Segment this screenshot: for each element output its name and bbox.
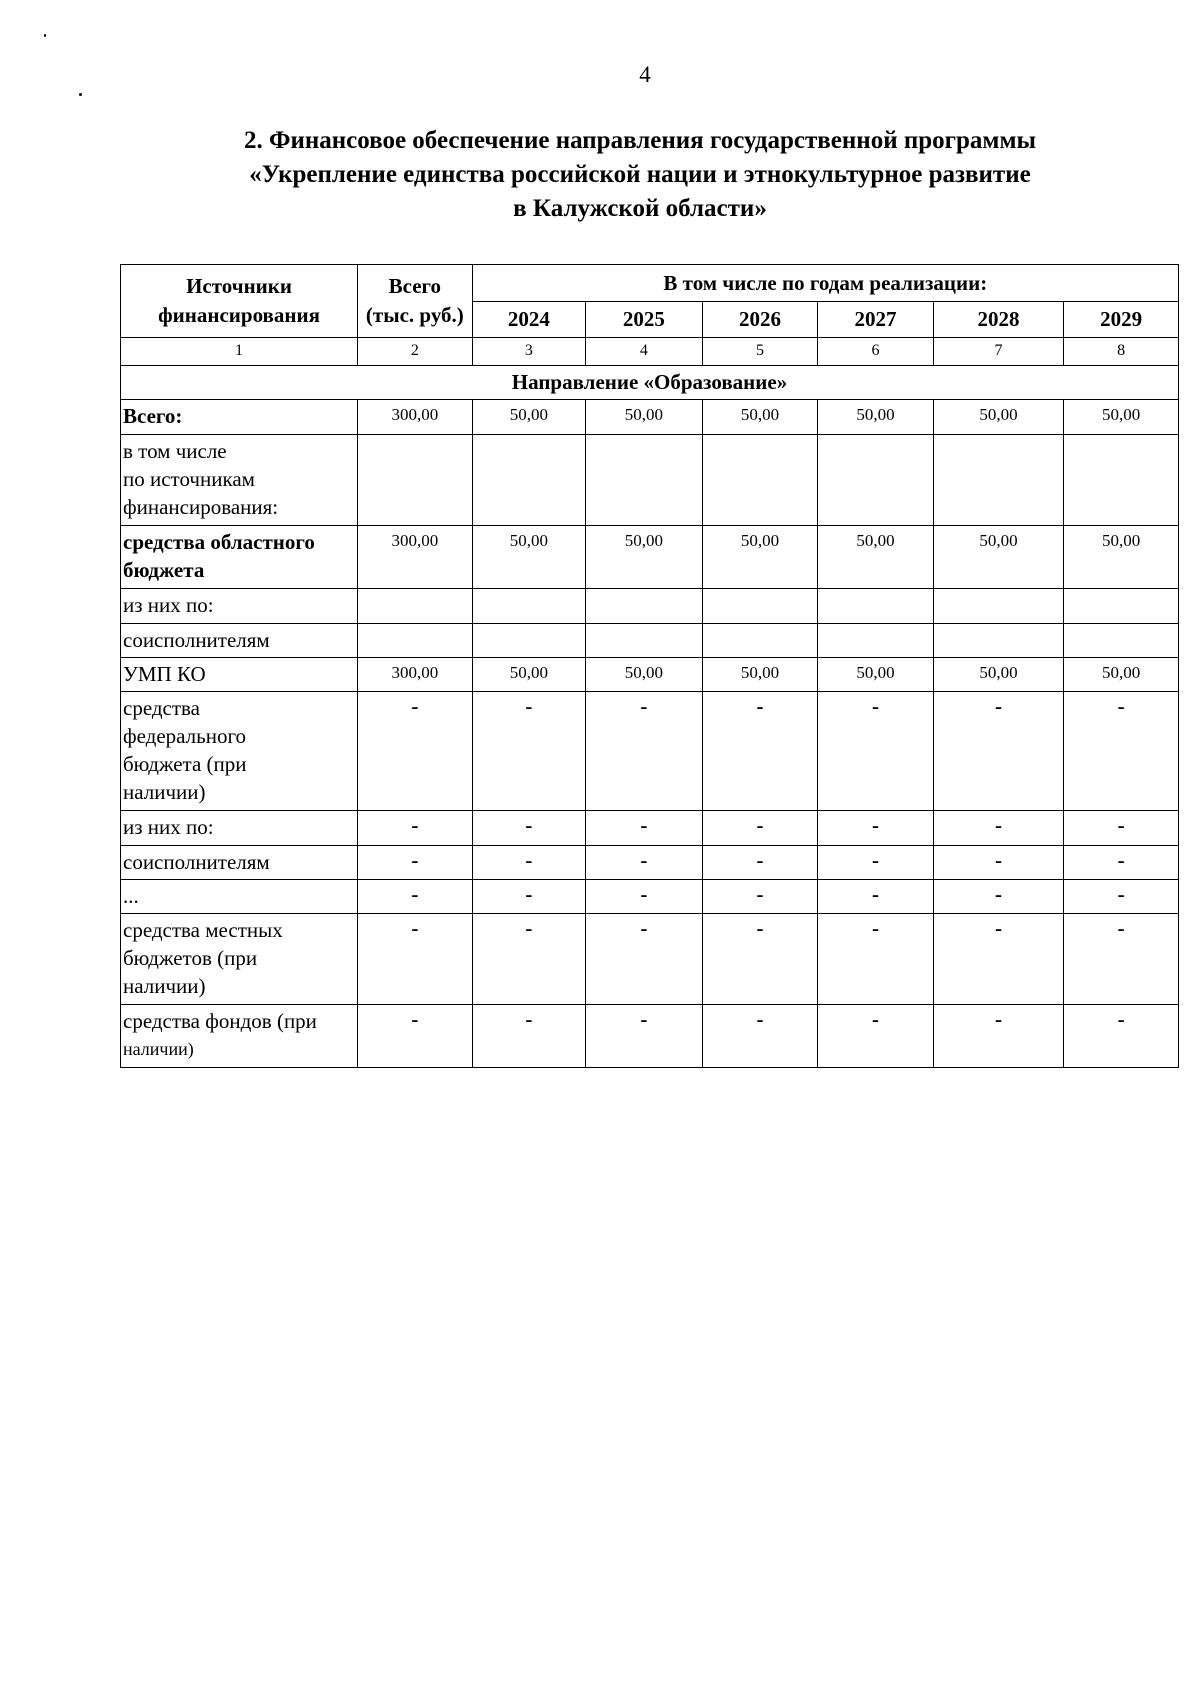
value-cell	[1064, 435, 1179, 526]
value-cell: -	[586, 811, 703, 846]
row-label-line: средства местных	[123, 918, 283, 942]
value-cell: -	[358, 846, 473, 880]
value-cell: -	[933, 692, 1064, 811]
value-cell	[818, 589, 934, 624]
value-cell: -	[702, 846, 818, 880]
row-label-line: бюджета	[123, 558, 205, 582]
value-cell: -	[586, 914, 703, 1005]
value-cell: -	[933, 1005, 1064, 1068]
value-cell	[818, 624, 934, 658]
row-label	[121, 589, 358, 624]
row-label	[121, 880, 358, 914]
value-cell	[702, 435, 818, 526]
row-label	[121, 526, 358, 589]
value-cell: 50,00	[472, 526, 586, 589]
value-cell	[1064, 624, 1179, 658]
row-label	[121, 692, 358, 811]
row-label-line: средства	[123, 696, 201, 720]
value-cell	[358, 435, 473, 526]
value-cell: 50,00	[472, 400, 586, 435]
row-label	[121, 846, 358, 880]
value-cell: -	[818, 811, 934, 846]
value-cell: -	[358, 1005, 473, 1068]
value-cell: -	[702, 880, 818, 914]
value-cell: -	[472, 880, 586, 914]
header-year: 2026	[702, 302, 818, 338]
table-row	[121, 658, 1179, 692]
row-label-line: федерального	[123, 724, 247, 748]
table-row	[121, 1005, 1179, 1068]
row-label-line: бюджета (при	[123, 752, 247, 776]
title-line: в Калужской области»	[513, 195, 767, 222]
page-number: 4	[639, 62, 651, 87]
scan-speck	[79, 93, 82, 96]
row-label-line: соисполнителям	[123, 850, 270, 874]
value-cell: -	[1064, 846, 1179, 880]
column-number: 1	[121, 338, 358, 366]
row-label-line: из них по:	[123, 593, 214, 617]
value-cell: -	[586, 846, 703, 880]
value-cell: 50,00	[933, 658, 1064, 692]
column-number: 6	[818, 338, 934, 366]
row-label-line: средства областного	[123, 530, 315, 554]
value-cell	[933, 624, 1064, 658]
value-cell: 50,00	[702, 526, 818, 589]
value-cell: 50,00	[702, 658, 818, 692]
value-cell: 300,00	[358, 526, 473, 589]
column-number: 4	[586, 338, 703, 366]
value-cell: -	[472, 1005, 586, 1068]
table-row	[121, 880, 1179, 914]
value-cell	[702, 624, 818, 658]
value-cell: 50,00	[1064, 526, 1179, 589]
value-cell: 50,00	[818, 526, 934, 589]
value-cell: -	[358, 914, 473, 1005]
value-cell: -	[472, 692, 586, 811]
header-year: 2024	[472, 302, 586, 338]
row-label-line: УМП КО	[123, 662, 206, 686]
header-total-line: (тыс. руб.)	[365, 303, 464, 327]
row-label-line: наличии)	[123, 1039, 194, 1059]
value-cell	[586, 435, 703, 526]
value-cell	[702, 589, 818, 624]
value-cell: 50,00	[1064, 658, 1179, 692]
table-row	[121, 526, 1179, 589]
row-label-line: средства фондов (при	[123, 1009, 317, 1033]
row-label	[121, 811, 358, 846]
row-label-line: бюджетов (при	[123, 946, 258, 970]
row-label-line: Всего:	[123, 404, 183, 428]
table-row	[121, 624, 1179, 658]
column-number: 7	[933, 338, 1064, 366]
header-sources	[121, 265, 358, 338]
row-label	[121, 624, 358, 658]
value-cell: -	[933, 811, 1064, 846]
value-cell: -	[702, 914, 818, 1005]
table-row	[121, 914, 1179, 1005]
table-row	[121, 692, 1179, 811]
value-cell: -	[1064, 880, 1179, 914]
scan-speck	[44, 34, 46, 37]
column-number: 5	[702, 338, 818, 366]
value-cell: -	[472, 811, 586, 846]
row-label-line: ...	[123, 884, 139, 908]
header-year: 2029	[1064, 302, 1179, 338]
value-cell: -	[1064, 914, 1179, 1005]
value-cell: -	[818, 1005, 934, 1068]
value-cell: 50,00	[1064, 400, 1179, 435]
row-label	[121, 658, 358, 692]
value-cell: -	[1064, 811, 1179, 846]
row-label-line: из них по:	[123, 815, 214, 839]
row-label-line: финансирования:	[123, 495, 279, 519]
value-cell: 50,00	[818, 658, 934, 692]
value-cell: -	[586, 692, 703, 811]
table-row	[121, 400, 1179, 435]
header-year: 2028	[933, 302, 1064, 338]
section-title	[110, 124, 1170, 226]
header-year: 2025	[586, 302, 703, 338]
header-year: 2027	[818, 302, 934, 338]
title-line: 2. Финансовое обеспечение направления государственной программы	[243, 127, 1037, 154]
value-cell: -	[1064, 692, 1179, 811]
value-cell	[472, 435, 586, 526]
header-sources-line: финансирования	[158, 303, 320, 327]
row-label-line: наличии)	[123, 974, 206, 998]
value-cell: -	[818, 692, 934, 811]
table-row	[121, 811, 1179, 846]
value-cell: 50,00	[586, 400, 703, 435]
header-total	[358, 265, 473, 338]
value-cell	[933, 435, 1064, 526]
row-label	[121, 435, 358, 526]
header-total-line: Всего	[388, 274, 442, 298]
value-cell: -	[818, 880, 934, 914]
value-cell: -	[933, 914, 1064, 1005]
row-label	[121, 914, 358, 1005]
value-cell: -	[586, 1005, 703, 1068]
value-cell	[358, 589, 473, 624]
column-number: 2	[358, 338, 473, 366]
header-by-years: В том числе по годам реализации:	[472, 265, 1178, 302]
row-label-line: наличии)	[123, 780, 206, 804]
value-cell: -	[702, 811, 818, 846]
value-cell: 50,00	[933, 400, 1064, 435]
value-cell: 50,00	[933, 526, 1064, 589]
value-cell: 50,00	[586, 526, 703, 589]
value-cell: -	[472, 846, 586, 880]
table-row	[121, 435, 1179, 526]
value-cell: -	[933, 846, 1064, 880]
value-cell: 300,00	[358, 658, 473, 692]
section-row-title: Направление «Образование»	[121, 366, 1179, 400]
value-cell: 50,00	[586, 658, 703, 692]
value-cell: -	[586, 880, 703, 914]
header-sources-line: Источники	[186, 274, 292, 298]
value-cell: 50,00	[818, 400, 934, 435]
table-row	[121, 846, 1179, 880]
value-cell: 50,00	[702, 400, 818, 435]
value-cell: -	[358, 880, 473, 914]
value-cell	[933, 589, 1064, 624]
value-cell: 300,00	[358, 400, 473, 435]
value-cell	[358, 624, 473, 658]
value-cell: -	[702, 692, 818, 811]
row-label-line: в том числе	[123, 439, 227, 463]
value-cell: -	[358, 811, 473, 846]
value-cell: -	[702, 1005, 818, 1068]
value-cell	[1064, 589, 1179, 624]
value-cell: -	[472, 914, 586, 1005]
row-label-line: по источникам	[123, 467, 255, 491]
table-row	[121, 589, 1179, 624]
value-cell	[586, 624, 703, 658]
row-label	[121, 400, 358, 435]
row-label	[121, 1005, 358, 1068]
row-label-line: соисполнителям	[123, 628, 270, 652]
value-cell: 50,00	[472, 658, 586, 692]
value-cell: -	[358, 692, 473, 811]
column-number: 3	[472, 338, 586, 366]
value-cell	[586, 589, 703, 624]
value-cell	[472, 624, 586, 658]
value-cell	[472, 589, 586, 624]
column-number: 8	[1064, 338, 1179, 366]
value-cell: -	[818, 846, 934, 880]
value-cell: -	[818, 914, 934, 1005]
value-cell: -	[933, 880, 1064, 914]
value-cell: -	[1064, 1005, 1179, 1068]
title-line: «Укрепление единства российской нации и этнокультурное развитие	[249, 161, 1031, 188]
value-cell	[818, 435, 934, 526]
financing-table	[120, 264, 1179, 1068]
